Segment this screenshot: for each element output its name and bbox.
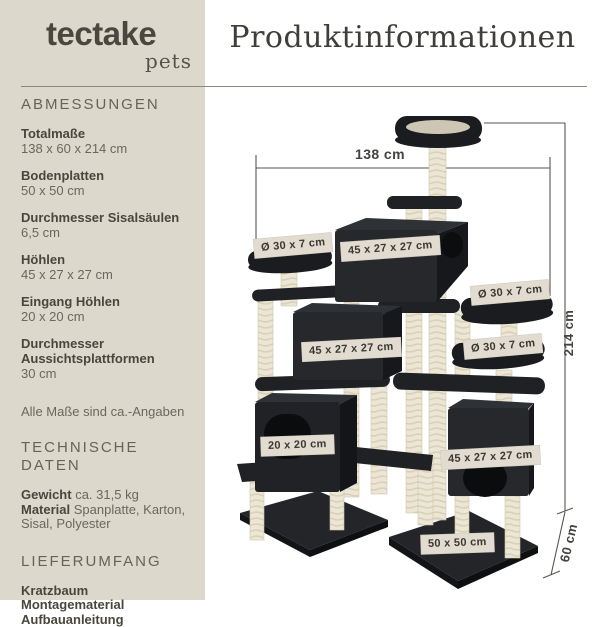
- spec-bodenplatten: [21, 168, 187, 198]
- tech-gewicht: [21, 488, 187, 503]
- spec-label: Höhlen: [21, 252, 187, 267]
- dimension-label-entrance: 20 x 20 cm: [261, 435, 334, 457]
- measurements-note: Alle Maße sind ca.-Angaben: [21, 404, 187, 419]
- spec-label: Totalmaße: [21, 126, 187, 141]
- technical-data: [21, 488, 187, 532]
- tech-material: [21, 503, 187, 532]
- spec-label: Eingang Höhlen: [21, 294, 187, 309]
- spec-value: 45 x 27 x 27 cm: [21, 267, 187, 282]
- delivery-list: [21, 584, 187, 627]
- delivery-item: Aufbauanleitung: [21, 613, 187, 627]
- dimension-label-house-right: 45 x 27 x 27 cm: [441, 445, 540, 469]
- tech-label: Material: [21, 502, 70, 517]
- section-heading-technische-daten: TECHNISCHE DATEN: [21, 439, 187, 475]
- tech-label: Gewicht: [21, 487, 72, 502]
- tech-value: Spanplatte, Karton, Sisal, Polyester: [21, 502, 185, 532]
- tech-value: ca. 31,5 kg: [75, 487, 139, 502]
- dimension-label-house-middle: 45 x 27 x 27 cm: [302, 337, 401, 361]
- spec-eingang-hoehlen: [21, 294, 187, 324]
- page-title: Produktinformationen: [205, 20, 600, 55]
- spec-label: Bodenplatten: [21, 168, 187, 183]
- brand-logo: [46, 16, 192, 72]
- spec-value: 50 x 50 cm: [21, 183, 187, 198]
- header-divider: [21, 86, 587, 87]
- spec-sisalsaeulen: [21, 210, 187, 240]
- dimension-label-platform-right-upper: Ø 30 x 7 cm: [470, 280, 550, 306]
- spec-totalmasse: [21, 126, 187, 156]
- spec-value: 30 cm: [21, 366, 187, 381]
- dimension-width-text: 138 cm: [330, 147, 430, 161]
- brand-name: tectake: [46, 16, 192, 52]
- delivery-item: Kratzbaum: [21, 584, 187, 599]
- spec-label: Durchmesser Aussichtsplattformen: [21, 336, 187, 366]
- spec-label: Durchmesser Sisalsäulen: [21, 210, 187, 225]
- section-heading-abmessungen: ABMESSUNGEN: [21, 96, 187, 114]
- dimension-label-house-top: 45 x 27 x 27 cm: [340, 236, 440, 262]
- dimension-depth-text: 60 cm: [557, 518, 581, 568]
- brand-sub-label: pets: [46, 50, 192, 72]
- section-heading-lieferumfang: LIEFERUMFANG: [21, 553, 187, 571]
- dimension-label-platform-right-lower: Ø 30 x 7 cm: [463, 334, 543, 360]
- delivery-item: Montagematerial: [21, 598, 187, 613]
- dimension-label-platform-left: Ø 30 x 7 cm: [253, 233, 333, 259]
- spec-value: 138 x 60 x 214 cm: [21, 141, 187, 156]
- spec-value: 6,5 cm: [21, 225, 187, 240]
- spec-value: 20 x 20 cm: [21, 309, 187, 324]
- spec-aussichtsplattformen: [21, 336, 187, 381]
- dimension-height-text: 214 cm: [562, 303, 576, 363]
- sidebar: [0, 0, 205, 600]
- spec-hoehlen: [21, 252, 187, 282]
- dimension-label-base-plate: 50 x 50 cm: [421, 533, 494, 555]
